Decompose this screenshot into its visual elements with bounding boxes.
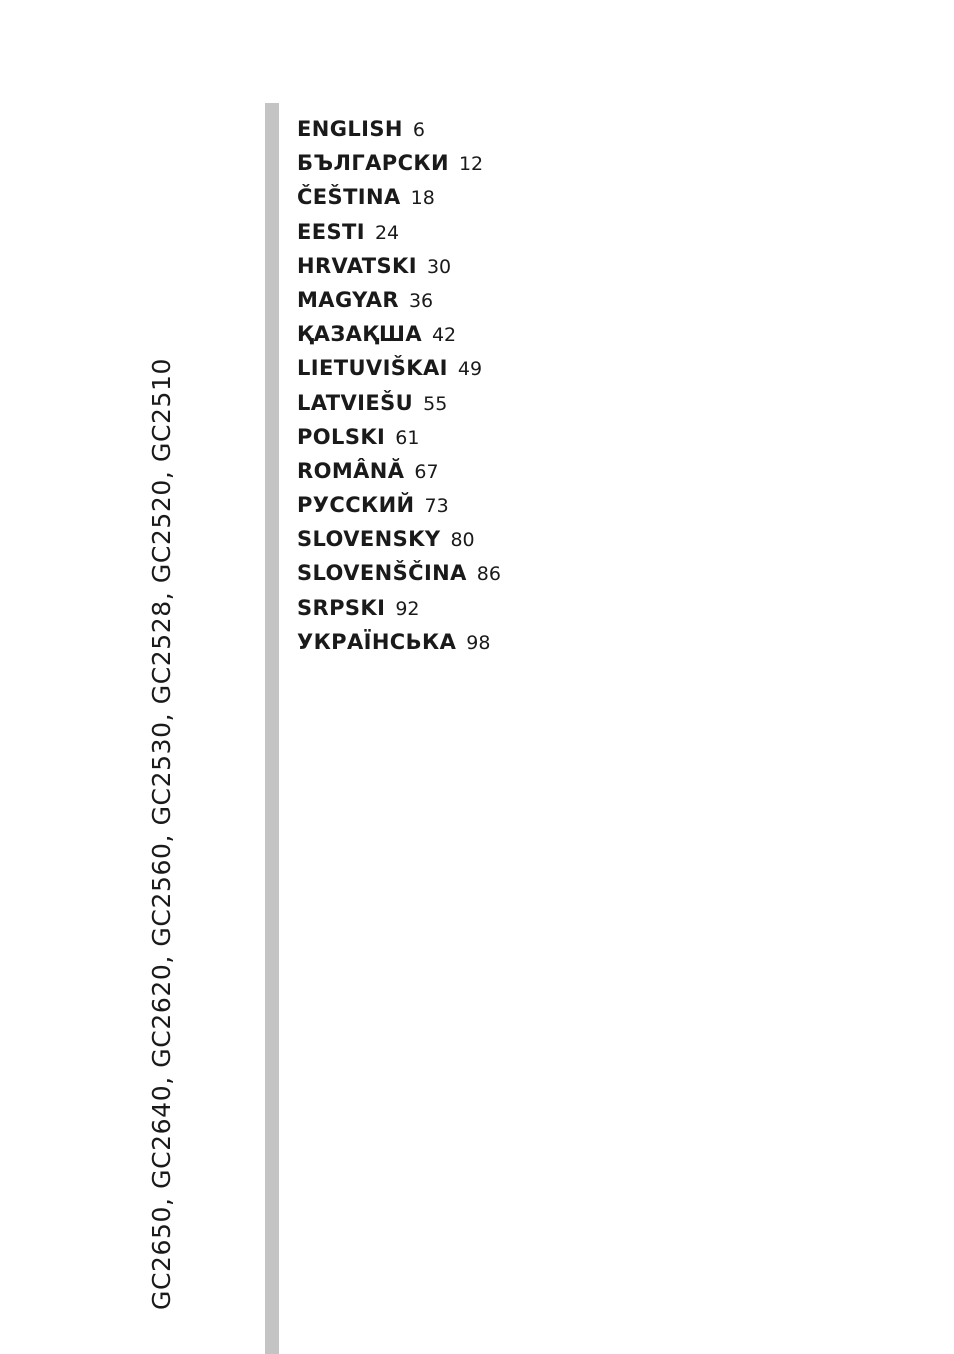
- toc-item-polish[interactable]: [297, 420, 501, 454]
- toc-language-label: ҚАЗАҚША: [297, 322, 422, 347]
- toc-page-number: 49: [457, 358, 483, 381]
- toc-item-bulgarian[interactable]: [297, 146, 501, 180]
- vertical-divider-bar: [265, 103, 279, 1354]
- toc-item-slovenian[interactable]: [297, 556, 501, 590]
- toc-item-romanian[interactable]: [297, 454, 501, 488]
- toc-item-lithuanian[interactable]: [297, 351, 501, 385]
- toc-page-number: 42: [431, 324, 457, 347]
- model-numbers-title: GC2650, GC2640, GC2620, GC2560, GC2530, GC2528, GC2520, GC2510: [147, 357, 176, 1310]
- toc-page-number: 18: [410, 187, 435, 210]
- toc-language-label: MAGYAR: [297, 287, 399, 312]
- toc-page-number: 36: [408, 289, 434, 312]
- toc-language-label: SLOVENSKY: [297, 527, 441, 552]
- toc-language-label: ROMÂNĂ: [297, 458, 405, 483]
- toc-item-croatian[interactable]: [297, 249, 501, 283]
- toc-language-label: POLSKI: [297, 424, 386, 449]
- toc-page-number: 86: [476, 563, 501, 586]
- toc-language-label: БЪЛГАРСКИ: [297, 151, 449, 176]
- toc-language-label: РУССКИЙ: [297, 493, 415, 518]
- toc-item-ukrainian[interactable]: [297, 625, 501, 659]
- toc-page-number: 80: [450, 529, 475, 552]
- toc-page-number: 92: [395, 597, 420, 620]
- toc-language-label: SLOVENŠČINA: [297, 561, 467, 586]
- toc-page-number: 98: [466, 631, 491, 654]
- toc-language-label: HRVATSKI: [297, 253, 417, 278]
- toc-language-label: EESTI: [297, 219, 365, 244]
- toc-language-label: ČEŠTINA: [297, 185, 401, 210]
- toc-item-english[interactable]: [297, 112, 501, 146]
- toc-page-number: 24: [374, 221, 400, 244]
- toc-page-number: 61: [395, 426, 420, 449]
- toc-language-label: ENGLISH: [297, 117, 403, 141]
- toc-language-label: SRPSKI: [297, 595, 386, 620]
- toc-page-number: 73: [424, 495, 449, 518]
- toc-item-kazakh[interactable]: [297, 317, 501, 351]
- language-table-of-contents: [297, 112, 501, 659]
- toc-page-number: 67: [414, 460, 439, 483]
- toc-language-label: УКРАЇНСЬКА: [297, 629, 457, 654]
- toc-language-label: LATVIEŠU: [297, 390, 414, 415]
- toc-page-number: 30: [426, 255, 452, 278]
- toc-page-number: 12: [458, 153, 484, 176]
- toc-item-serbian[interactable]: [297, 591, 501, 625]
- toc-language-label: LIETUVIŠKAI: [297, 356, 448, 381]
- toc-item-estonian[interactable]: [297, 215, 501, 249]
- toc-item-czech[interactable]: [297, 180, 501, 214]
- toc-item-russian[interactable]: [297, 488, 501, 522]
- toc-item-slovak[interactable]: [297, 522, 501, 556]
- toc-item-hungarian[interactable]: [297, 283, 501, 317]
- toc-page-number: 55: [423, 392, 448, 415]
- toc-page-number: 6: [412, 119, 425, 141]
- model-numbers-container: [142, 357, 182, 1310]
- toc-item-latvian[interactable]: [297, 386, 501, 420]
